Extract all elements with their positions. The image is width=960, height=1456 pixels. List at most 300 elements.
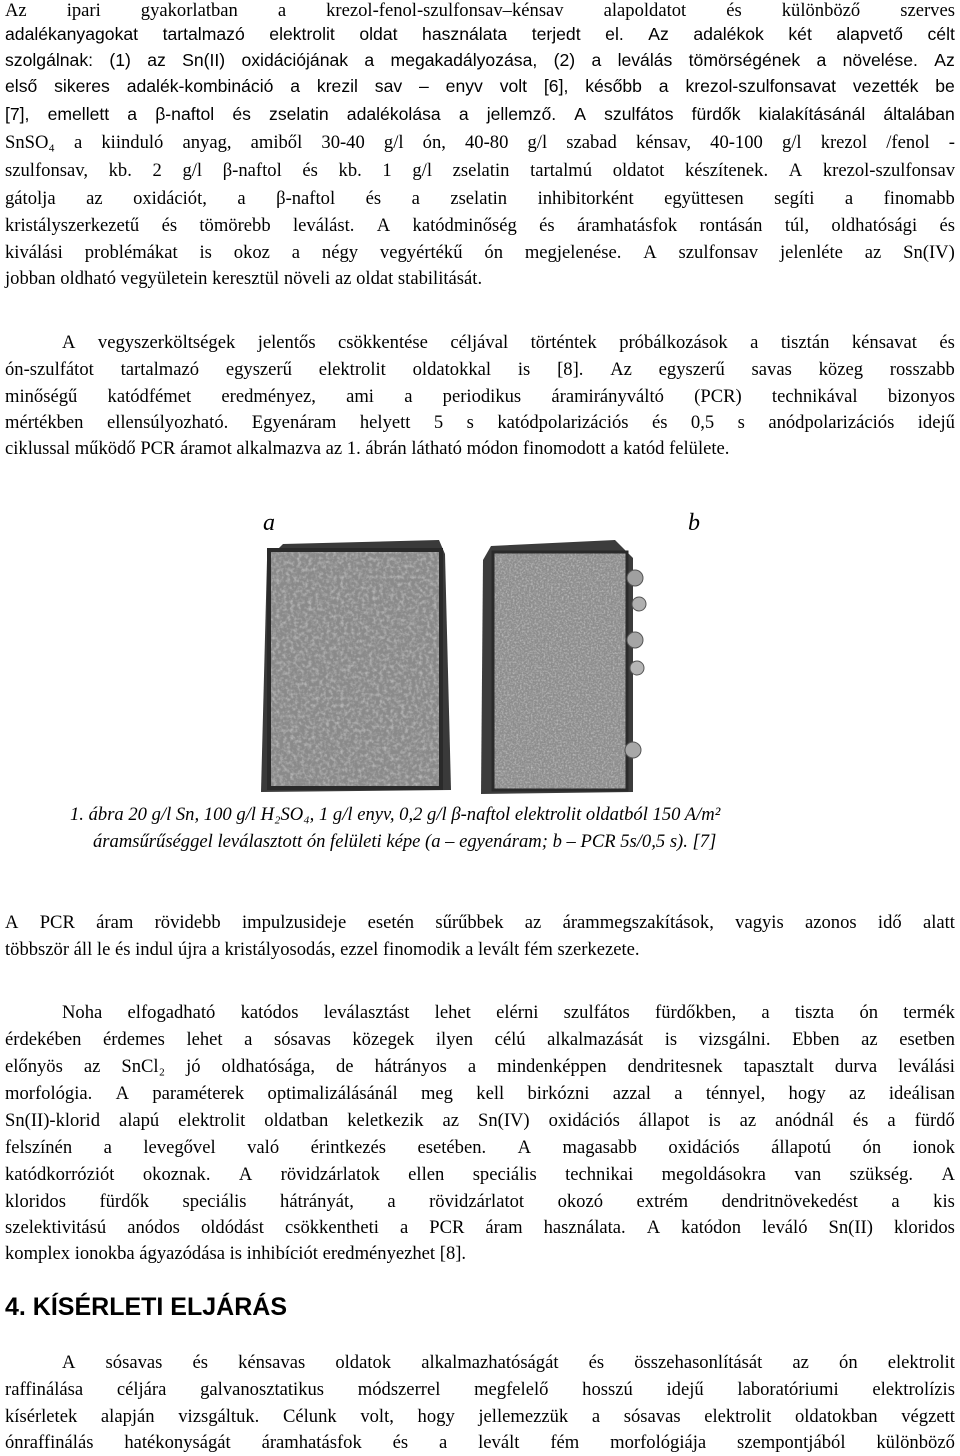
p4-line: [5, 1112, 955, 1131]
word: speciális: [182, 1191, 247, 1212]
p4-line: [5, 1166, 955, 1185]
word: technikai: [565, 1164, 634, 1185]
word: kiválási: [5, 242, 63, 263]
word: elektrolízis: [872, 1379, 955, 1400]
word: periodikus: [442, 386, 522, 407]
word: volt,: [360, 1406, 394, 1427]
word: oldódást: [200, 1217, 264, 1238]
word: túl,: [784, 215, 810, 236]
p4-line: [5, 1219, 955, 1238]
word: vizsgálni.: [698, 1029, 771, 1050]
word: (1): [109, 50, 131, 70]
word: azonos: [804, 912, 857, 933]
word: kristályszerkezetű: [5, 215, 140, 236]
word: Az: [5, 0, 27, 21]
word: alatt: [922, 912, 955, 933]
word: a: [74, 132, 83, 153]
p4-line: [5, 1004, 955, 1023]
word: idejű: [666, 1379, 704, 1400]
word: Noha: [62, 1002, 103, 1023]
p5-line: [5, 1354, 955, 1373]
word: g/l: [527, 132, 548, 153]
word: laboratóriumi: [737, 1379, 839, 1400]
word: sósavas: [274, 1029, 331, 1050]
word: elektrolit: [269, 24, 335, 44]
word: 2: [152, 160, 162, 181]
word: ón-szulfátot: [5, 359, 94, 380]
word: oldat: [359, 24, 398, 44]
word: extrém: [636, 1191, 689, 1212]
word: savas: [751, 359, 792, 380]
word: zselatin: [269, 104, 329, 124]
word: a: [761, 1002, 770, 1023]
word: és: [852, 1110, 869, 1131]
word: szolgálnak:: [5, 50, 94, 70]
word: is: [708, 1110, 721, 1131]
p2-line: [5, 414, 955, 433]
word: és: [192, 1352, 208, 1373]
word: kiinduló: [101, 132, 164, 153]
word: áramhatásfok: [577, 215, 678, 236]
word: krezol-fenol-szulfonsav–kénsav: [326, 0, 564, 21]
word: A: [115, 1083, 130, 1104]
word: felszínén: [5, 1137, 73, 1158]
word: a: [127, 104, 138, 124]
word: megfelelő: [474, 1379, 549, 1400]
word: az: [864, 242, 882, 263]
word: amiből: [250, 132, 303, 153]
word: ón: [859, 1002, 879, 1023]
p1-line: [5, 106, 955, 124]
word: árammegszakítások,: [562, 912, 714, 933]
word: esetén: [367, 912, 415, 933]
word: a: [458, 104, 469, 124]
p1-line: [5, 78, 955, 96]
word: problémákat: [84, 242, 178, 263]
word: áram: [485, 1217, 523, 1238]
word: is: [517, 359, 531, 380]
word: ón: [839, 1352, 858, 1373]
word: Sn(IV): [477, 1110, 530, 1131]
p1-line: [5, 244, 955, 263]
word: tartalmú: [530, 160, 593, 181]
word: ellensúlyozható.: [106, 412, 229, 433]
word: tiszta: [794, 1002, 835, 1023]
word: a: [887, 1110, 896, 1131]
word: 30-40: [321, 132, 365, 153]
word: magasabb: [562, 1137, 637, 1158]
word: eredményez,: [221, 386, 316, 407]
word: levált: [478, 1432, 520, 1453]
word: alkalmazhatóságát: [421, 1352, 559, 1373]
word: segíti: [774, 188, 815, 209]
word: galvanosztatikus: [200, 1379, 325, 1400]
word: speciális: [472, 1164, 537, 1185]
word: leválást.: [292, 215, 355, 236]
word: és: [232, 104, 251, 124]
word: elfogadható: [127, 1002, 216, 1023]
word: oldatban: [264, 1110, 329, 1131]
word: szelektivitású: [5, 1217, 107, 1238]
p1-line: [5, 134, 955, 153]
word: a: [404, 386, 413, 407]
word: áramhatásfok: [261, 1432, 362, 1453]
word: megjelenése.: [524, 242, 622, 263]
word: a: [439, 1432, 448, 1453]
word: kloridos: [893, 1217, 955, 1238]
p1-line: [5, 190, 955, 209]
word: való: [247, 1137, 280, 1158]
word: sósavas: [105, 1352, 163, 1373]
p5-line: [5, 1408, 955, 1427]
word: anódos: [127, 1217, 180, 1238]
word: áram: [96, 912, 134, 933]
word: együttesen: [664, 188, 744, 209]
word: morfológia.: [5, 1083, 93, 1104]
word: ón: [862, 1137, 882, 1158]
word: a: [290, 76, 301, 96]
p4-line: [5, 1058, 955, 1077]
figure-caption-line-1: 1. ábra 20 g/l Sn, 100 g/l H₂SO₄, 1 g/l enyv, 0,2 g/l β-naftol elektrolit oldatból 150 A/m²: [70, 804, 721, 825]
word: lehet: [434, 1002, 471, 1023]
word: oldhatósági: [831, 215, 918, 236]
word: egyszerű: [225, 359, 292, 380]
word: fürdő: [914, 1110, 955, 1131]
word: az: [442, 1110, 460, 1131]
word: A: [238, 1164, 253, 1185]
word: kialakításánál: [758, 104, 866, 124]
word: történtek: [530, 332, 597, 353]
word: alapú: [118, 1110, 160, 1131]
word: Az: [648, 24, 669, 44]
word: A: [62, 1352, 76, 1373]
word: fém: [550, 1432, 580, 1453]
sample-b: [481, 540, 646, 794]
word: morfológiája: [610, 1432, 707, 1453]
word: elérni: [496, 1002, 539, 1023]
word: a: [674, 1083, 683, 1104]
word: és: [302, 160, 318, 181]
word: ellen: [408, 1164, 445, 1185]
word: ón,: [422, 132, 446, 153]
word: emellett: [47, 104, 110, 124]
word: oldhatósága,: [221, 1056, 315, 1077]
word: A: [941, 1164, 955, 1185]
word: technikával: [771, 386, 858, 407]
word: a: [103, 1137, 112, 1158]
word: enyv: [445, 76, 483, 96]
word: vagyis: [735, 912, 784, 933]
word: és: [365, 188, 382, 209]
word: levegővel: [143, 1137, 216, 1158]
word: leváló: [762, 1217, 808, 1238]
word: Sn(II): [182, 50, 226, 70]
word: a: [411, 188, 420, 209]
word: finomabb: [883, 188, 955, 209]
word: Az: [934, 50, 955, 70]
word: fürdőkben,: [655, 1002, 737, 1023]
word: bizonyos: [887, 386, 955, 407]
word: jellemezzük: [478, 1406, 569, 1427]
word: de: [336, 1056, 354, 1077]
word: jelenléte: [779, 242, 843, 263]
word: sósavas: [623, 1406, 681, 1427]
word: használata: [422, 24, 508, 44]
word: szempontjából: [737, 1432, 846, 1453]
word: katódminőség: [412, 215, 517, 236]
word: /fenol: [886, 132, 930, 153]
word: β-naftol: [155, 104, 215, 124]
word: a: [816, 50, 827, 70]
word: tartalmazó: [162, 24, 245, 44]
p2-line: [5, 334, 955, 353]
p4-line: [5, 1193, 955, 1212]
word: anódnál: [775, 1110, 834, 1131]
sample-a: [261, 540, 451, 792]
word: tisztán: [780, 332, 830, 353]
figure-caption-line-2: áramsűrűséggel leválasztott ón felületi képe (a – egyenáram; b – PCR 5s/0,5 s). [7]: [93, 831, 717, 852]
word: a: [844, 188, 854, 209]
word: négy: [321, 242, 359, 263]
word: fürdők: [99, 1191, 150, 1212]
word: a: [891, 1191, 900, 1212]
word: kénsavas: [238, 1352, 306, 1373]
p1-line: [5, 217, 955, 236]
word: szulfonsav,: [5, 160, 88, 181]
word: és: [392, 1432, 409, 1453]
p2-line: [5, 388, 955, 407]
word: okoz: [233, 242, 270, 263]
word: kb.: [108, 160, 132, 181]
word: áramirányváltó: [551, 386, 664, 407]
word: elektrolit: [178, 1110, 246, 1131]
word: általában: [883, 104, 955, 124]
word: hogy: [417, 1406, 455, 1427]
p1-line: [5, 2, 955, 21]
word: krezil: [316, 76, 358, 96]
word: zselatin: [452, 160, 510, 181]
word: adalék-kombináció: [126, 76, 274, 96]
word: és: [726, 0, 742, 21]
word: megoldásokra: [661, 1164, 766, 1185]
p2-line: [5, 361, 955, 380]
word: vegyszerköltségek: [97, 332, 236, 353]
word: rosszabb: [889, 359, 955, 380]
word: minőségű: [5, 386, 78, 407]
p3-last-line: többször áll le és indul újra a kristályosodás, ezzel finomodik a levált fém szerkezete.: [5, 939, 640, 960]
word: 5: [433, 412, 444, 433]
word: sikeres: [54, 76, 110, 96]
word: a: [467, 1056, 477, 1077]
word: ideálisan: [888, 1083, 955, 1104]
word: [7],: [5, 104, 30, 124]
word: a: [591, 1406, 601, 1427]
word: tömörebb: [199, 215, 271, 236]
word: el.: [605, 24, 624, 44]
word: később: [585, 76, 642, 96]
word: kénsav,: [635, 132, 692, 153]
word: az: [524, 912, 542, 933]
word: azzal: [612, 1083, 651, 1104]
word: lehet: [186, 1029, 223, 1050]
word: idejű: [917, 412, 955, 433]
word: A: [5, 912, 19, 933]
word: kísérletek: [5, 1406, 78, 1427]
word: katódon: [681, 1217, 742, 1238]
p1-line: [5, 26, 955, 44]
word: krezol-szulfonsav: [822, 160, 955, 181]
word: a: [399, 1217, 409, 1238]
word: (PCR): [694, 386, 742, 407]
word: Sn(II): [828, 1217, 873, 1238]
word: és: [651, 412, 668, 433]
word: inhibitorként: [537, 188, 634, 209]
word: céljára: [116, 1379, 167, 1400]
word: oxidációt,: [133, 188, 207, 209]
word: –: [419, 76, 429, 96]
word: vizsgáltuk.: [178, 1406, 260, 1427]
word: dendritnövekedést: [721, 1191, 858, 1212]
word: céljával: [450, 332, 509, 353]
word: rövidebb: [154, 912, 221, 933]
p4-line: [5, 1139, 955, 1158]
word: ami: [346, 386, 374, 407]
word: sűrűbbek: [435, 912, 504, 933]
word: előnyös: [5, 1056, 63, 1077]
word: oldatok: [335, 1352, 392, 1373]
word: A: [646, 1217, 661, 1238]
word: fürdők: [691, 104, 741, 124]
word: g/l: [781, 132, 802, 153]
p1-line: [5, 162, 955, 181]
word: leválási: [898, 1056, 955, 1077]
word: ipari: [66, 0, 101, 21]
p4-line: [5, 1085, 955, 1104]
word: 40-80: [465, 132, 509, 153]
p4-last-line: komplex ionokba ágyazódása is inhibíciót eredményezhet [8].: [5, 1243, 467, 1264]
word: kénsavat: [851, 332, 917, 353]
word: az: [861, 1029, 878, 1050]
word: keletkezik: [347, 1110, 424, 1131]
word: ón: [484, 242, 503, 263]
figure-label-b: b: [688, 510, 700, 536]
word: okozó: [557, 1191, 604, 1212]
word: rövidzárlatot: [429, 1191, 525, 1212]
word: Ebben: [792, 1029, 840, 1050]
word: alapján: [100, 1406, 155, 1427]
word: meg: [420, 1083, 453, 1104]
word: leválasztást: [323, 1002, 410, 1023]
word: katódpolarizációs: [497, 412, 629, 433]
word: alapvető: [836, 24, 903, 44]
word: Sn(IV): [903, 242, 955, 263]
word: a: [237, 188, 246, 209]
word: optimalizálásánál: [267, 1083, 398, 1104]
word: megakadályozása,: [390, 50, 538, 70]
word: paraméterek: [152, 1083, 245, 1104]
word: jó: [186, 1056, 201, 1077]
word: érdemes: [102, 1029, 165, 1050]
p1-line: [5, 52, 955, 70]
word: készítenek.: [684, 160, 769, 181]
word: vezették: [852, 76, 919, 96]
word: Sn(II)-klorid: [5, 1110, 101, 1131]
word: birkózni: [527, 1083, 590, 1104]
word: kb.: [338, 160, 362, 181]
word: jelentős: [257, 332, 316, 353]
word: közegek: [352, 1029, 415, 1050]
word: kis: [933, 1191, 955, 1212]
word: alapoldatot: [603, 0, 687, 21]
word: gyakorlatban: [140, 0, 238, 21]
word: célú: [494, 1029, 526, 1050]
word: anódpolarizációs: [768, 412, 895, 433]
word: A: [376, 215, 391, 236]
word: durva: [834, 1056, 878, 1077]
word: okoznak.: [142, 1164, 211, 1185]
word: szulfátos: [604, 104, 674, 124]
word: Egyenáram: [251, 412, 337, 433]
word: ilyen: [435, 1029, 474, 1050]
p1-last-line: jobban oldható vegyületein keresztül növeli az oldat stabilitását.: [5, 268, 483, 289]
word: mértékben: [5, 412, 84, 433]
word: esetében.: [417, 1137, 487, 1158]
word: mindenképpen: [497, 1056, 607, 1077]
word: összehasonlítását: [634, 1352, 763, 1373]
word: Célunk: [282, 1406, 337, 1427]
word: alkalmazását: [547, 1029, 644, 1050]
word: helyett: [359, 412, 411, 433]
word: érdekében: [5, 1029, 82, 1050]
word: A: [517, 1137, 532, 1158]
word: A: [643, 242, 657, 263]
word: hátrányos: [374, 1056, 447, 1077]
word: adalékolása: [346, 104, 441, 124]
word: sav: [374, 76, 403, 96]
word: idő: [877, 912, 902, 933]
word: végzett: [901, 1406, 955, 1427]
word: leválás: [617, 50, 673, 70]
word: szabad: [566, 132, 617, 153]
word: anyag,: [182, 132, 232, 153]
word: esetben: [899, 1029, 955, 1050]
word: kell: [476, 1083, 505, 1104]
word: β-naftol: [276, 188, 336, 209]
word: oldatot: [612, 160, 665, 181]
word: SnCl₂: [121, 1056, 166, 1077]
word: tömörségének: [688, 50, 801, 70]
word: a: [750, 332, 759, 353]
word: szerves: [900, 0, 955, 21]
word: ténnyel,: [705, 1083, 766, 1104]
word: különböző: [781, 0, 861, 21]
word: 40-100: [710, 132, 763, 153]
p5-line: [5, 1381, 955, 1400]
word: és: [539, 215, 555, 236]
word: adalékanyagokat: [5, 24, 139, 44]
word: hogy: [788, 1083, 826, 1104]
word: módszerrel: [357, 1379, 441, 1400]
word: és: [161, 215, 178, 236]
p2-last-line: ciklussal működő PCR áramot alkalmazva az 1. ábrán látható módon finomodott a katód felülete.: [5, 438, 730, 459]
word: g/l: [383, 132, 404, 153]
word: gátolja: [5, 188, 56, 209]
word: be: [935, 76, 955, 96]
word: krezol: [820, 132, 868, 153]
word: (2): [553, 50, 576, 70]
word: az: [83, 1056, 101, 1077]
word: s: [737, 412, 745, 433]
